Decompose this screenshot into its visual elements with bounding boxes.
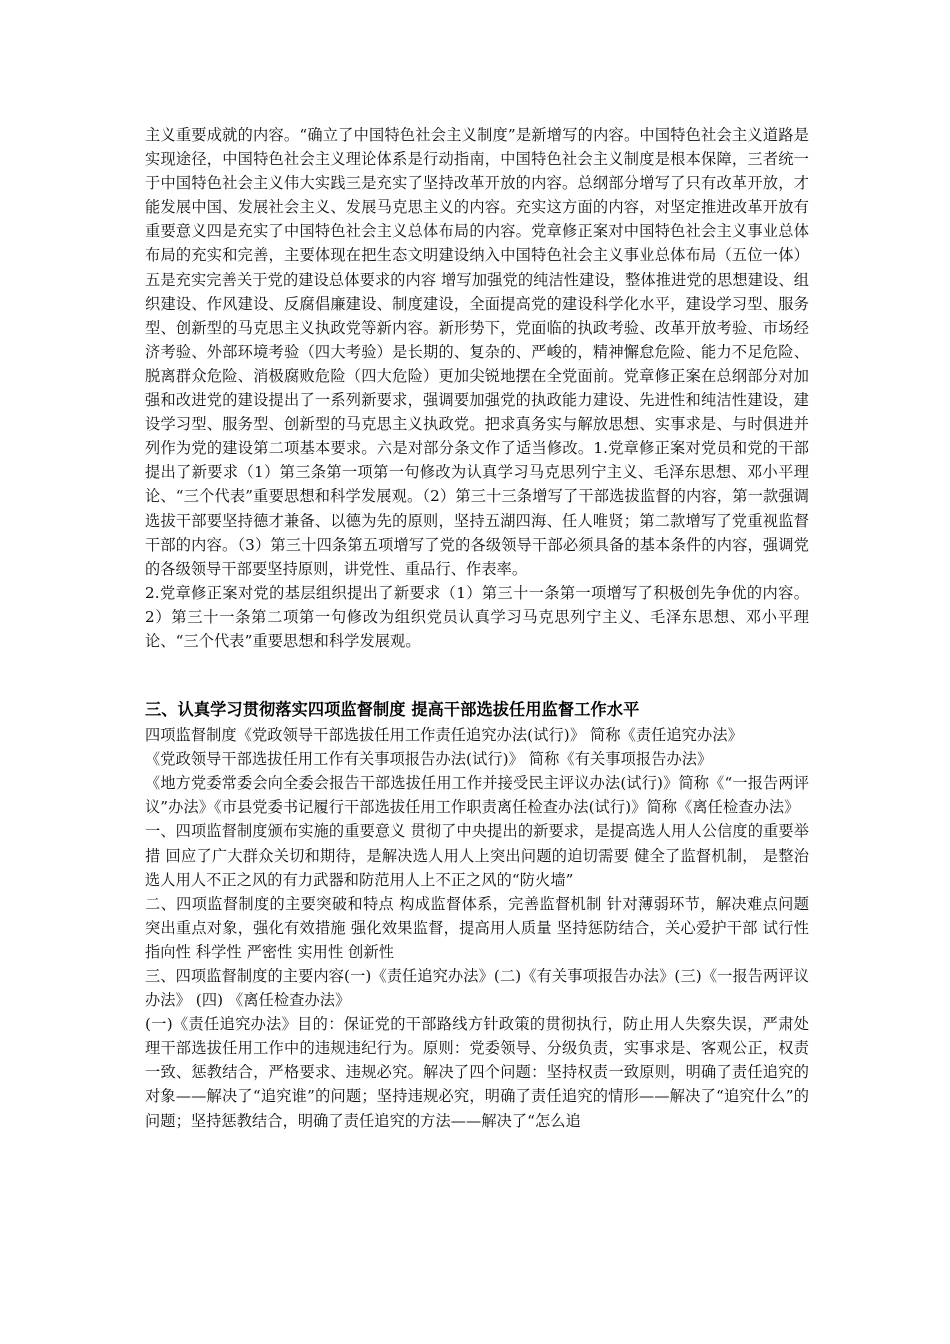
section-heading: 三、认真学习贯彻落实四项监督制度 提高干部选拔任用监督工作水平	[145, 700, 640, 720]
section-paragraph: 四项监督制度《党政领导干部选拔任用工作责任追究办法(试行)》 简称《责任追究办法》	[145, 726, 743, 745]
body-paragraph: 2.党章修正案对党的基层组织提出了新要求（1）第三十一条第一项增写了积极创先争优的内容。2）第三十一条第二项第一句修改为组织党员认真学习马克思列宁主义、毛泽东思想、邓小平理论、“三个代表”重要思想和科学发展观。	[145, 583, 809, 650]
paragraph-gap	[145, 653, 809, 697]
section-paragraph: (一)《责任追究办法》目的：保证党的干部路线方针政策的贯彻执行，防止用人失察失误，严肃处理干部选拔任用工作中的违规违纪行为。原则：党委领导、分级负责，实事求是、客观公正，权责一致、惩教结合，严格要求、违规必究。解决了四个问题：坚持权责一致原则，明确了责任追究的对象——解决了“追究谁”的问题；坚持违规必究，明确了责任追究的情形——解决了“追究什么”的问题；坚持惩教结合，明确了责任追究的方法——解决了“怎么追	[145, 1015, 809, 1130]
section-paragraph: 《党政领导干部选拔任用工作有关事项报告办法(试行)》 简称《有关事项报告办法》	[145, 750, 713, 769]
body-paragraph: 主义重要成就的内容。“确立了中国特色社会主义制度”是新增写的内容。中国特色社会主义道路是实现途径，中国特色社会主义理论体系是行动指南，中国特色社会主义制度是根本保障，三者统一于中国特色社会主义伟大实践三是充实了坚持改革开放的内容。总纲部分增写了只有改革开放，才能发展中国、发展社会主义、发展马克思主义的内容。充实这方面的内容，对坚定推进改革开放有重要意义四是充实了中国特色社会主义总体布局的内容。党章修正案对中国特色社会主义事业总体布局的充实和完善，主要体现在把生态文明建设纳入中国特色社会主义事业总体布局（五位一体）五是充实完善关于党的建设总体要求的内容 增写加强党的纯洁性建设，整体推进党的思想建设、组织建设、作风建设、反腐倡廉建设、制度建设，全面提高党的建设科学化水平，建设学习型、服务型、创新型的马克思主义执政党等新内容。新形势下，党面临的执政考验、改革开放考验、市场经济考验、外部环境考验（四大考验）是长期的、复杂的、严峻的，精神懈怠危险、能力不足危险、脱离群众危险、消极腐败危险（四大危险）更加尖锐地摆在全党面前。党章修正案在总纲部分对加强和改进党的建设提出了一系列新要求，强调要加强党的执政能力建设、先进性和纯洁性建设，建设学习型、服务型、创新型的马克思主义执政党。把求真务实与解放思想、实事求是、与时俱进并列作为党的建设第二项基本要求。六是对部分条文作了适当修改。1.党章修正案对党员和党的干部提出了新要求（1）第三条第一项第一句修改为认真学习马克思列宁主义、毛泽东思想、邓小平理论、“三个代表”重要思想和科学发展观。（2）第三十三条增写了干部选拔监督的内容，第一款强调选拔干部要坚持德才兼备、以德为先的原则，坚持五湖四海、任人唯贤；第二款增写了党重视监督干部的内容。（3）第三十四条第五项增写了党的各级领导干部必须具备的基本条件的内容，强调党的各级领导干部要坚持原则，讲党性、重品行、作表率。	[145, 126, 809, 578]
section-paragraph: 二、四项监督制度的主要突破和特点 构成监督体系，完善监督机制 针对薄弱环节，解决难点问题 突出重点对象，强化有效措施 强化效果监督，提高用人质量 坚持惩防结合，关心爱护干部 试行性 指向性 科学性 严密性 实用性 创新性	[145, 894, 809, 961]
section-paragraph: 一、四项监督制度颁布实施的重要意义 贯彻了中央提出的新要求，是提高选人用人公信度的重要举措 回应了广大群众关切和期待，是解决选人用人上突出问题的迫切需要 健全了监督机制， 是整治选人用人不正之风的有力武器和防范用人上不正之风的“防火墙”	[145, 822, 809, 889]
document-page	[145, 123, 809, 1133]
section-paragraph: 《地方党委常委会向全委会报告干部选拔任用工作并接受民主评议办法(试行)》简称《“一报告两评议”办法》《市县党委书记履行干部选拔任用工作职责离任检查办法(试行)》简称《离任检查办法》	[145, 774, 809, 817]
section-paragraph: 三、四项监督制度的主要内容(一)《责任追究办法》(二)《有关事项报告办法》(三)《一报告两评议办法》 (四) 《离任检查办法》	[145, 967, 809, 1010]
